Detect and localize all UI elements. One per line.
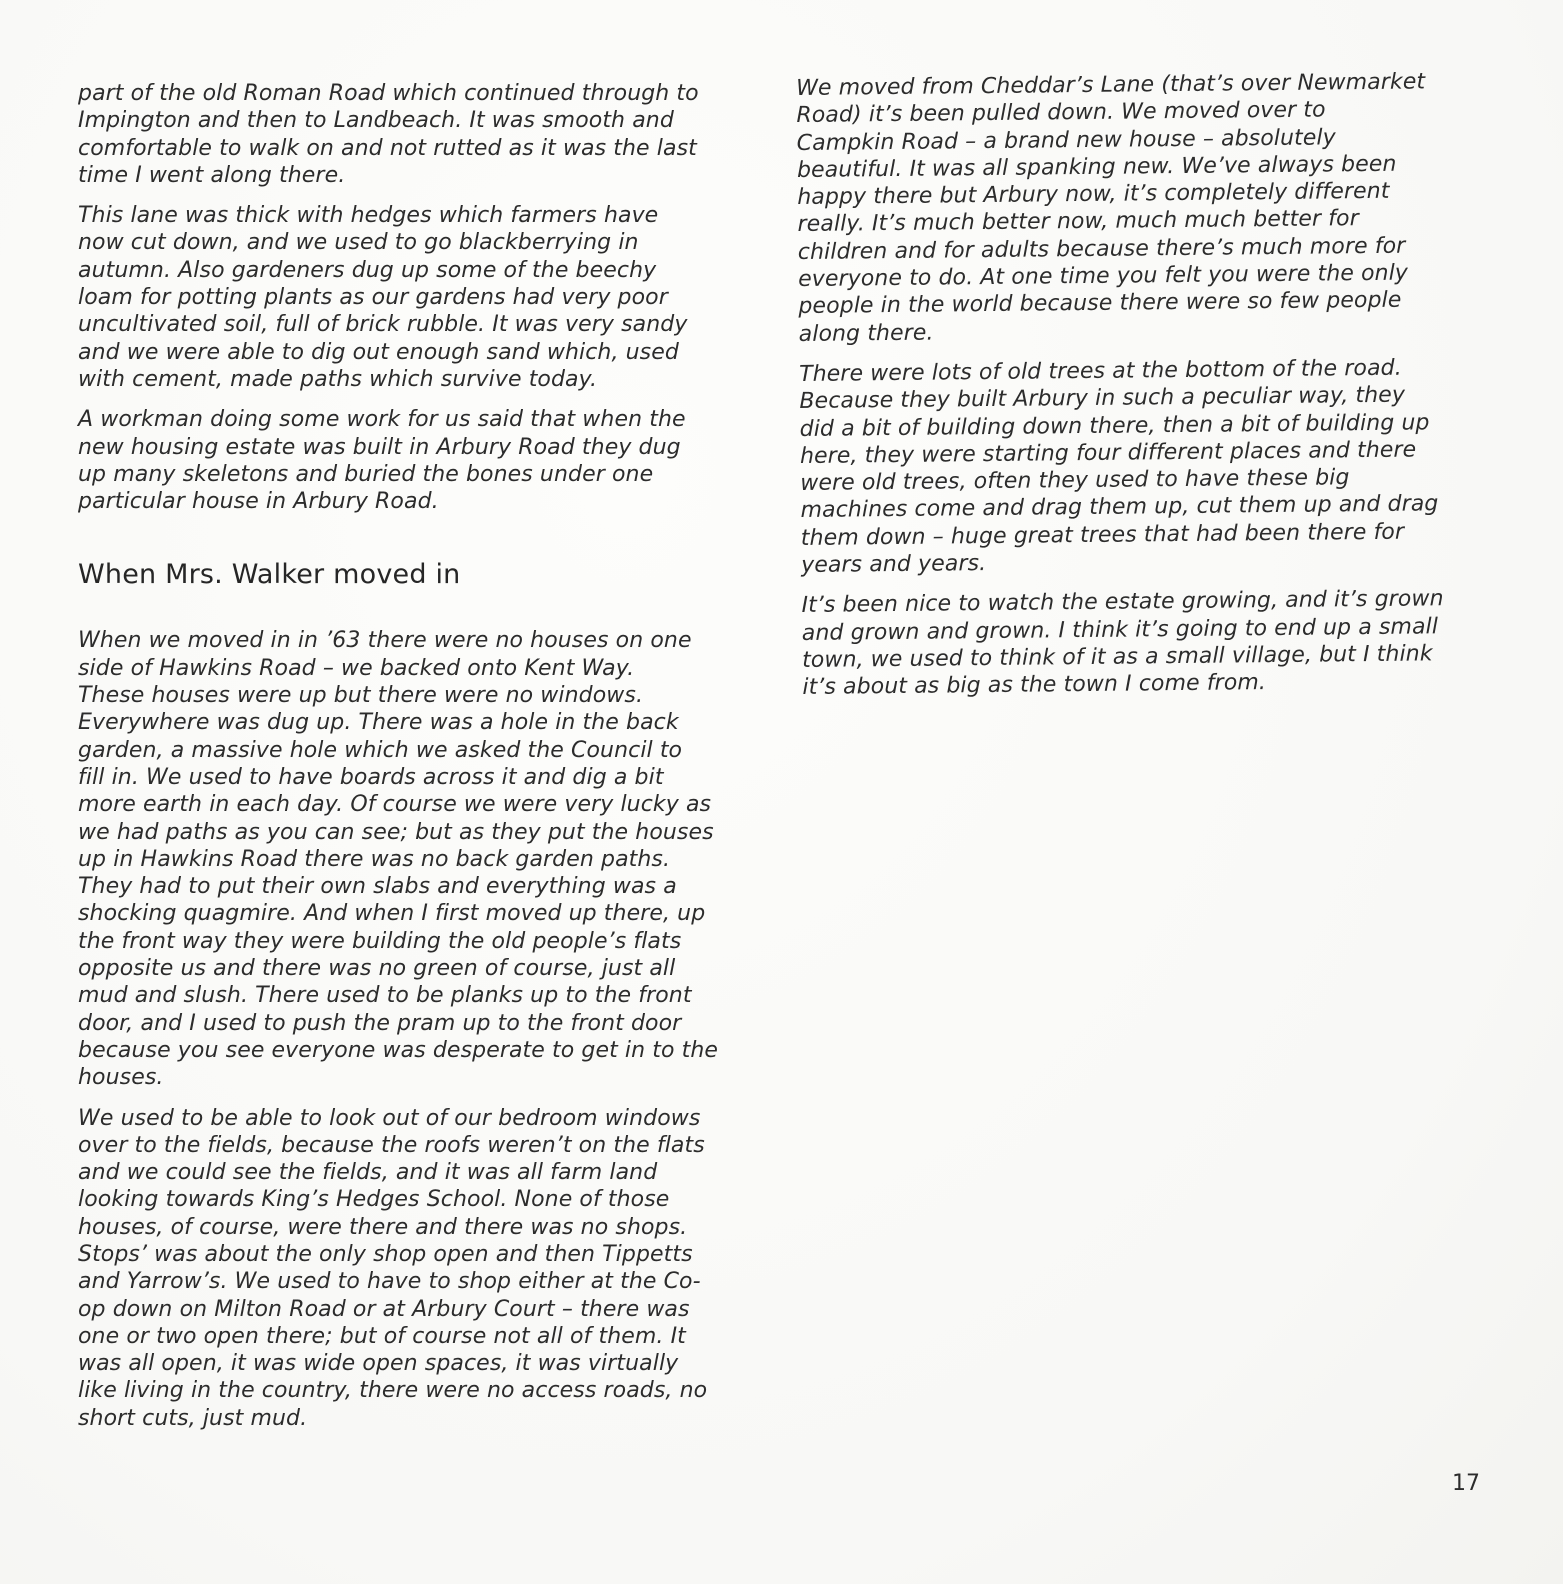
right-column <box>796 68 1469 714</box>
page-number: 17 <box>1452 1471 1480 1496</box>
paragraph: We used to be able to look out of our bedroom windows over to the fields, because the roofs weren’t on the flats and we could see the fields, and it was all farm land looking towards King’s Hedges School. None of those houses, of course, were there and there was no shops. Stops’ was about the only shop open and then Tippetts and Yarrow’s. We used to have to shop either at the Co- op down on Milton Road or at Arbury Court – there was one or two open there; but of course not all of them. It was all open, it was wide open spaces, it was virtually like living in the country, there were no access roads, no short cuts, just mud. <box>78 1105 708 1431</box>
paragraph: part of the old Roman Road which continued through to Impington and then to Landbeach. It was smooth and comfortable to walk on and not rutted as it was the last time I went along there. <box>78 81 699 188</box>
section-heading: When Mrs. Walker moved in <box>78 559 461 591</box>
paragraph: A workman doing some work for us said that when the new housing estate was built in Arbury Road they dug up many skeletons and buried the bones under one particular house in Arbury Road. <box>78 407 686 515</box>
paragraph: This lane was thick with hedges which farmers have now cut down, and we used to go blackberrying in autumn. Also gardeners dug up some of the beechy loam for potting plants as our gardens had very poor uncultivated soil, full of brick rubble. It was very sandy and we were able to dig out enough sand which, used with cement, made paths which survive today. <box>78 203 688 392</box>
paragraph: There were lots of old trees at the bottom of the road. Because they built Arbury in such a peculiar way, they did a bit of building down there, then a bit of building up here, they were starting four different places and there were old trees, often they used to have these big machines come and drag them up, cut them up and drag them down – huge great trees that had been there for years and years. <box>799 355 1439 579</box>
paragraph: When we moved in in ’63 there were no houses on one side of Hawkins Road – we backed onto Kent Way. These houses were up but there were no windows. Everywhere was dug up. There was a hole in the back garden, a massive hole which we asked the Council to fill in. We used to have boards across it and dig a bit more earth in each day. Of course we were very lucky as we had paths as you can see; but as they put the houses up in Hawkins Road there was no back garden paths. They had to put their own slabs and everything was a shocking quagmire. And when I first moved up there, up the front way they were building the old people’s flats opposite us and there was no green of course, just all mud and slush. There used to be planks up to the front door, and I used to push the pram up to the front door because you see everyone was desperate to get in to the houses. <box>78 628 719 1091</box>
paragraph: We moved from Cheddar’s Lane (that’s over Newmarket Road) it’s been pulled down. We moved over to Campkin Road – a brand new house – absolutely beautiful. It was all spanking new. We’ve always been happy there but Arbury now, it’s completely different really. It’s much better now, much much better for children and for adults because there’s much more for everyone to do. At one time you felt you were the only people in the world because there were so few people along there. <box>796 69 1426 347</box>
left-column <box>78 80 746 1445</box>
paragraph: It’s been nice to watch the estate growing, and it’s grown and grown and grown. I think it’s going to end up a small town, we used to think of it as a small village, but I think it’s about as big as the town I come from. <box>801 586 1444 701</box>
